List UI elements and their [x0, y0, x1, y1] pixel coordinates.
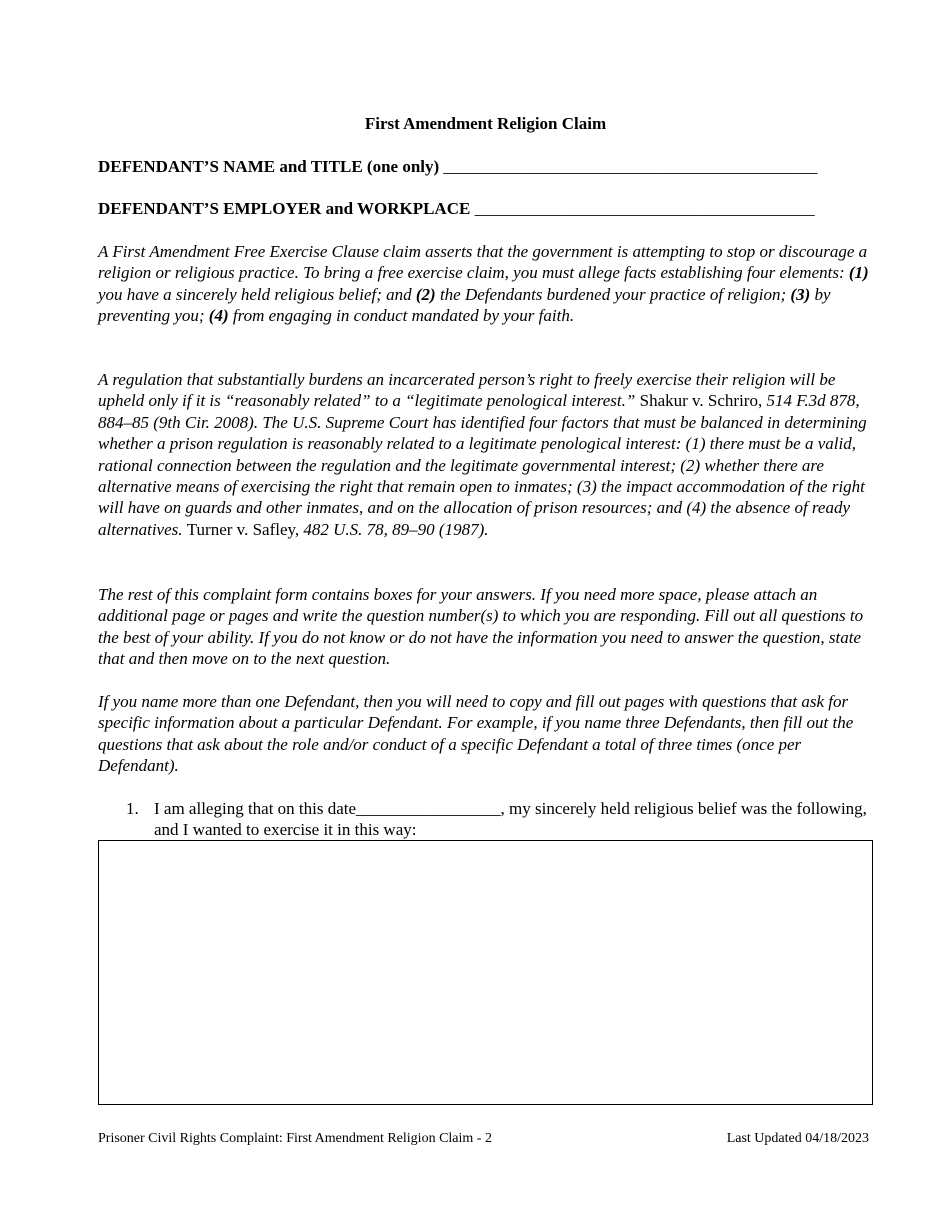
defendant-employer-field [98, 198, 873, 219]
p1-element-2-text: the Defendants burdened your practice of religion; [435, 284, 791, 304]
case-citation-shakur: Shakur v. Schriro, [639, 391, 763, 411]
question-text: I am alleging that on this date_________________, my sincerely held religious belief was the following, and I wanted to exercise it in this way: [154, 799, 867, 839]
p1-element-3-number: (3) [790, 284, 811, 304]
p2-part2: 514 F.3d 878, 884–85 (9th Cir. 2008). The U.S. Supreme Court has identified four factors that must be balanced in determining whether a prison regulation is reasonably related to a legitimate penological interest: (1) there must be a valid, rational connection between the regulation and the legitimate governmental interest; (2) whether there are alternative means of exercising the right that remain open to inmates; (3) the impact accommodation of the right will have on guards and other inmates, and on the allocation of prison resources; and (4) the absence of ready alternatives. [98, 391, 867, 539]
p1-element-3-text: by preventing you; [98, 284, 831, 326]
p1-intro: A First Amendment Free Exercise Clause claim asserts that the government is attempting to stop or discourage a religion or religious practice. To bring a free exercise claim, you must allege facts establishing four elements: [98, 242, 868, 283]
defendant-employer-blank[interactable]: ________________________________________ [474, 199, 815, 218]
instructions-paragraph: The rest of this complaint form contains boxes for your answers. If you need more space, please attach an additional page or pages and write the question number(s) to which you are responding. Fill out all questions to the best of your ability. If you do not know or do not have the information you need to answer the question, state that and then move on to the next question. [98, 585, 864, 669]
free-exercise-paragraph [98, 241, 873, 327]
question-number: 1. [126, 799, 139, 818]
p1-element-1-text: you have a sincerely held religious belief; and [98, 284, 416, 304]
p1-element-4-number: (4) [208, 306, 229, 326]
multiple-defendants-paragraph: If you name more than one Defendant, then you will need to copy and fill out pages with questions that ask for specific information about a particular Defendant. For example, if you name three Defendants, then fill out the questions that ask about the role and/or conduct of a specific Defendant a total of three times (once per Defendant). [98, 692, 854, 776]
defendant-employer-label: DEFENDANT’S EMPLOYER and WORKPLACE [98, 199, 471, 218]
page-title: First Amendment Religion Claim [364, 114, 607, 133]
defendant-name-blank[interactable]: ____________________________________________ [443, 157, 818, 176]
defendant-name-field [98, 156, 873, 177]
document-page [98, 0, 873, 1230]
footer-last-updated: Last Updated 04/18/2023 [726, 1131, 869, 1146]
p2-part1: A regulation that substantially burdens an incarcerated person’s right to freely exercise their religion will be upheld only if it is “reasonably related” to a “legitimate penological interest.” [98, 370, 836, 411]
p2-part3: 482 U.S. 78, 89–90 (1987). [299, 519, 489, 539]
footer-form-title: Prisoner Civil Rights Complaint: First Amendment Religion Claim - 2 [98, 1131, 492, 1146]
p1-element-2-number: (2) [415, 284, 436, 304]
question-1-answer-box[interactable] [98, 840, 873, 1105]
p1-element-4-text: from engaging in conduct mandated by your faith. [228, 306, 575, 326]
p1-element-1-number: (1) [848, 263, 869, 283]
defendant-name-label: DEFENDANT’S NAME and TITLE (one only) [98, 157, 440, 176]
case-citation-turner: Turner v. Safley, [186, 519, 300, 539]
regulation-paragraph [98, 369, 873, 540]
